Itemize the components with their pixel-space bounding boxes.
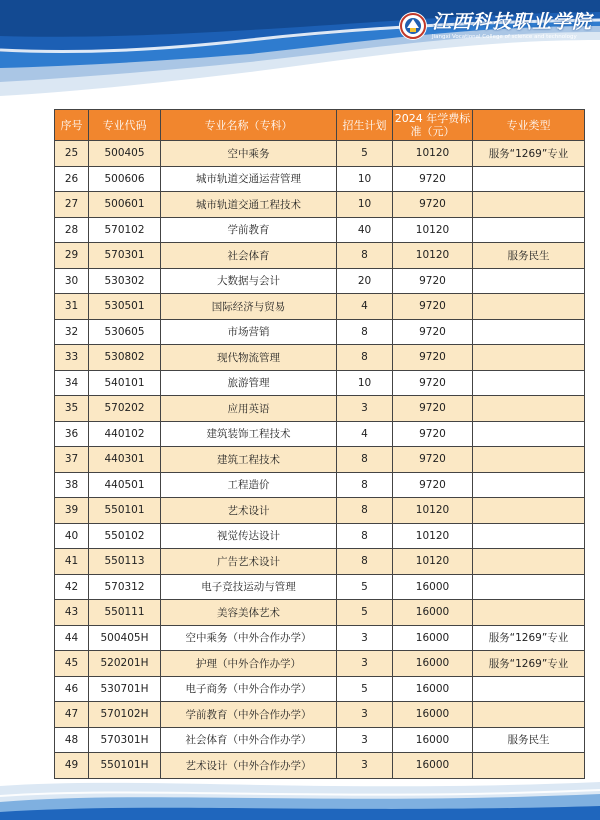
- table-row: [55, 294, 585, 320]
- cell-major-name: 建筑工程技术: [161, 447, 337, 473]
- cell-major-name: 艺术设计: [161, 498, 337, 524]
- cell-major-type: [473, 549, 585, 575]
- cell-major-code: 440301: [89, 447, 161, 473]
- cell-serial-number: 44: [55, 625, 89, 651]
- cell-tuition: 9720: [393, 472, 473, 498]
- cell-enrollment-plan: 4: [337, 294, 393, 320]
- cell-major-code: 550111: [89, 600, 161, 626]
- cell-enrollment-plan: 5: [337, 600, 393, 626]
- table-row: [55, 166, 585, 192]
- cell-tuition: 16000: [393, 676, 473, 702]
- cell-major-code: 530701H: [89, 676, 161, 702]
- table-row: [55, 421, 585, 447]
- cell-enrollment-plan: 5: [337, 676, 393, 702]
- cell-major-type: [473, 421, 585, 447]
- cell-enrollment-plan: 5: [337, 141, 393, 167]
- cell-major-code: 500405: [89, 141, 161, 167]
- cell-major-type: [473, 600, 585, 626]
- column-header-major-code: 专业代码: [89, 110, 161, 141]
- table-row: [55, 600, 585, 626]
- cell-serial-number: 42: [55, 574, 89, 600]
- cell-major-type: [473, 294, 585, 320]
- cell-major-name: 学前教育: [161, 217, 337, 243]
- cell-major-type: [473, 676, 585, 702]
- cell-major-name: 应用英语: [161, 396, 337, 422]
- cell-major-code: 570102: [89, 217, 161, 243]
- cell-major-type: [473, 319, 585, 345]
- cell-major-name: 城市轨道交通工程技术: [161, 192, 337, 218]
- school-name-en: Jiangxi Vocational College of science and technology: [432, 34, 577, 40]
- cell-major-type: 服务“1269”专业: [473, 651, 585, 677]
- cell-tuition: 9720: [393, 268, 473, 294]
- cell-major-code: 550102: [89, 523, 161, 549]
- cell-major-type: [473, 702, 585, 728]
- cell-major-code: 530501: [89, 294, 161, 320]
- table-body: [55, 141, 585, 779]
- cell-enrollment-plan: 8: [337, 498, 393, 524]
- cell-major-name: 市场营销: [161, 319, 337, 345]
- cell-serial-number: 41: [55, 549, 89, 575]
- cell-serial-number: 40: [55, 523, 89, 549]
- table-row: [55, 472, 585, 498]
- cell-major-name: 大数据与会计: [161, 268, 337, 294]
- column-header-serial-number: 序号: [55, 110, 89, 141]
- table-row: [55, 549, 585, 575]
- cell-serial-number: 46: [55, 676, 89, 702]
- cell-serial-number: 25: [55, 141, 89, 167]
- cell-enrollment-plan: 5: [337, 574, 393, 600]
- cell-major-name: 现代物流管理: [161, 345, 337, 371]
- cell-major-name: 电子商务（中外合作办学）: [161, 676, 337, 702]
- cell-major-type: [473, 166, 585, 192]
- cell-major-code: 500405H: [89, 625, 161, 651]
- table-row: [55, 625, 585, 651]
- cell-tuition: 10120: [393, 498, 473, 524]
- cell-major-code: 550113: [89, 549, 161, 575]
- cell-enrollment-plan: 8: [337, 447, 393, 473]
- cell-enrollment-plan: 3: [337, 753, 393, 779]
- table-row: [55, 523, 585, 549]
- cell-tuition: 16000: [393, 727, 473, 753]
- cell-tuition: 9720: [393, 192, 473, 218]
- cell-tuition: 10120: [393, 217, 473, 243]
- table-row: [55, 498, 585, 524]
- cell-serial-number: 29: [55, 243, 89, 269]
- admission-plan-table: [54, 109, 585, 779]
- table-row: [55, 370, 585, 396]
- cell-enrollment-plan: 8: [337, 549, 393, 575]
- cell-major-name: 空中乘务: [161, 141, 337, 167]
- cell-tuition: 9720: [393, 447, 473, 473]
- cell-enrollment-plan: 40: [337, 217, 393, 243]
- cell-serial-number: 36: [55, 421, 89, 447]
- cell-serial-number: 39: [55, 498, 89, 524]
- cell-tuition: 10120: [393, 549, 473, 575]
- cell-major-name: 艺术设计（中外合作办学）: [161, 753, 337, 779]
- table-row: [55, 396, 585, 422]
- cell-major-type: 服务“1269”专业: [473, 625, 585, 651]
- cell-major-type: [473, 345, 585, 371]
- cell-major-name: 工程造价: [161, 472, 337, 498]
- cell-serial-number: 45: [55, 651, 89, 677]
- table-row: [55, 574, 585, 600]
- header-row: [55, 110, 585, 141]
- table-row: [55, 217, 585, 243]
- cell-serial-number: 38: [55, 472, 89, 498]
- cell-serial-number: 35: [55, 396, 89, 422]
- table-row: [55, 651, 585, 677]
- cell-major-code: 570202: [89, 396, 161, 422]
- cell-enrollment-plan: 8: [337, 472, 393, 498]
- cell-serial-number: 34: [55, 370, 89, 396]
- cell-major-code: 540101: [89, 370, 161, 396]
- cell-major-name: 建筑装饰工程技术: [161, 421, 337, 447]
- table-row: [55, 243, 585, 269]
- cell-serial-number: 33: [55, 345, 89, 371]
- cell-tuition: 16000: [393, 753, 473, 779]
- table-row: [55, 676, 585, 702]
- cell-enrollment-plan: 20: [337, 268, 393, 294]
- cell-major-type: [473, 574, 585, 600]
- cell-serial-number: 27: [55, 192, 89, 218]
- cell-enrollment-plan: 8: [337, 319, 393, 345]
- cell-major-code: 530302: [89, 268, 161, 294]
- column-header-tuition: 2024 年学费标准（元）: [393, 110, 473, 141]
- cell-serial-number: 43: [55, 600, 89, 626]
- cell-enrollment-plan: 8: [337, 345, 393, 371]
- cell-tuition: 9720: [393, 396, 473, 422]
- cell-serial-number: 47: [55, 702, 89, 728]
- cell-tuition: 16000: [393, 574, 473, 600]
- cell-major-type: 服务“1269”专业: [473, 141, 585, 167]
- cell-major-name: 城市轨道交通运营管理: [161, 166, 337, 192]
- cell-serial-number: 31: [55, 294, 89, 320]
- school-logo: [398, 8, 592, 44]
- cell-major-code: 500601: [89, 192, 161, 218]
- cell-major-code: 440102: [89, 421, 161, 447]
- table-row: [55, 141, 585, 167]
- cell-tuition: 16000: [393, 625, 473, 651]
- cell-serial-number: 32: [55, 319, 89, 345]
- school-name-cn: 江西科技职业学院: [432, 11, 593, 33]
- cell-enrollment-plan: 8: [337, 523, 393, 549]
- table-row: [55, 447, 585, 473]
- cell-tuition: 9720: [393, 319, 473, 345]
- cell-serial-number: 26: [55, 166, 89, 192]
- table-row: [55, 192, 585, 218]
- cell-major-name: 社会体育: [161, 243, 337, 269]
- cell-enrollment-plan: 10: [337, 370, 393, 396]
- cell-major-code: 500606: [89, 166, 161, 192]
- cell-enrollment-plan: 10: [337, 192, 393, 218]
- cell-tuition: 9720: [393, 421, 473, 447]
- cell-major-type: 服务民生: [473, 727, 585, 753]
- cell-major-type: 服务民生: [473, 243, 585, 269]
- cell-tuition: 9720: [393, 370, 473, 396]
- cell-major-code: 550101H: [89, 753, 161, 779]
- cell-tuition: 16000: [393, 651, 473, 677]
- column-header-major-name: 专业名称（专科）: [161, 110, 337, 141]
- cell-enrollment-plan: 4: [337, 421, 393, 447]
- cell-major-name: 旅游管理: [161, 370, 337, 396]
- cell-major-name: 电子竞技运动与管理: [161, 574, 337, 600]
- column-header-major-type: 专业类型: [473, 110, 585, 141]
- cell-serial-number: 37: [55, 447, 89, 473]
- cell-major-name: 美容美体艺术: [161, 600, 337, 626]
- cell-major-code: 570312: [89, 574, 161, 600]
- cell-serial-number: 30: [55, 268, 89, 294]
- cell-major-code: 550101: [89, 498, 161, 524]
- cell-enrollment-plan: 3: [337, 625, 393, 651]
- footer-wave-banner: [0, 750, 600, 820]
- cell-major-name: 学前教育（中外合作办学）: [161, 702, 337, 728]
- cell-serial-number: 28: [55, 217, 89, 243]
- cell-tuition: 9720: [393, 166, 473, 192]
- cell-major-name: 社会体育（中外合作办学）: [161, 727, 337, 753]
- cell-tuition: 9720: [393, 345, 473, 371]
- cell-major-type: [473, 192, 585, 218]
- table-row: [55, 727, 585, 753]
- cell-major-type: [473, 217, 585, 243]
- cell-major-code: 520201H: [89, 651, 161, 677]
- cell-major-code: 530802: [89, 345, 161, 371]
- table-header: [55, 110, 585, 141]
- cell-major-type: [473, 472, 585, 498]
- cell-major-code: 570102H: [89, 702, 161, 728]
- cell-major-type: [473, 498, 585, 524]
- cell-major-name: 广告艺术设计: [161, 549, 337, 575]
- cell-major-name: 视觉传达设计: [161, 523, 337, 549]
- cell-major-name: 空中乘务（中外合作办学）: [161, 625, 337, 651]
- cell-tuition: 10120: [393, 141, 473, 167]
- cell-enrollment-plan: 3: [337, 702, 393, 728]
- cell-major-type: [473, 268, 585, 294]
- cell-major-name: 国际经济与贸易: [161, 294, 337, 320]
- school-emblem-icon: [398, 11, 428, 41]
- cell-major-name: 护理（中外合作办学）: [161, 651, 337, 677]
- cell-enrollment-plan: 10: [337, 166, 393, 192]
- table-row: [55, 702, 585, 728]
- cell-tuition: 10120: [393, 523, 473, 549]
- cell-major-type: [473, 370, 585, 396]
- cell-enrollment-plan: 3: [337, 651, 393, 677]
- cell-tuition: 10120: [393, 243, 473, 269]
- cell-major-type: [473, 523, 585, 549]
- table-row: [55, 319, 585, 345]
- cell-serial-number: 49: [55, 753, 89, 779]
- cell-major-code: 530605: [89, 319, 161, 345]
- cell-enrollment-plan: 3: [337, 727, 393, 753]
- cell-major-type: [473, 447, 585, 473]
- cell-serial-number: 48: [55, 727, 89, 753]
- cell-tuition: 16000: [393, 702, 473, 728]
- cell-major-code: 440501: [89, 472, 161, 498]
- column-header-enrollment-plan: 招生计划: [337, 110, 393, 141]
- table-row: [55, 345, 585, 371]
- cell-major-code: 570301: [89, 243, 161, 269]
- cell-major-code: 570301H: [89, 727, 161, 753]
- cell-enrollment-plan: 8: [337, 243, 393, 269]
- cell-tuition: 9720: [393, 294, 473, 320]
- cell-major-type: [473, 396, 585, 422]
- table-row: [55, 268, 585, 294]
- cell-tuition: 16000: [393, 600, 473, 626]
- cell-enrollment-plan: 3: [337, 396, 393, 422]
